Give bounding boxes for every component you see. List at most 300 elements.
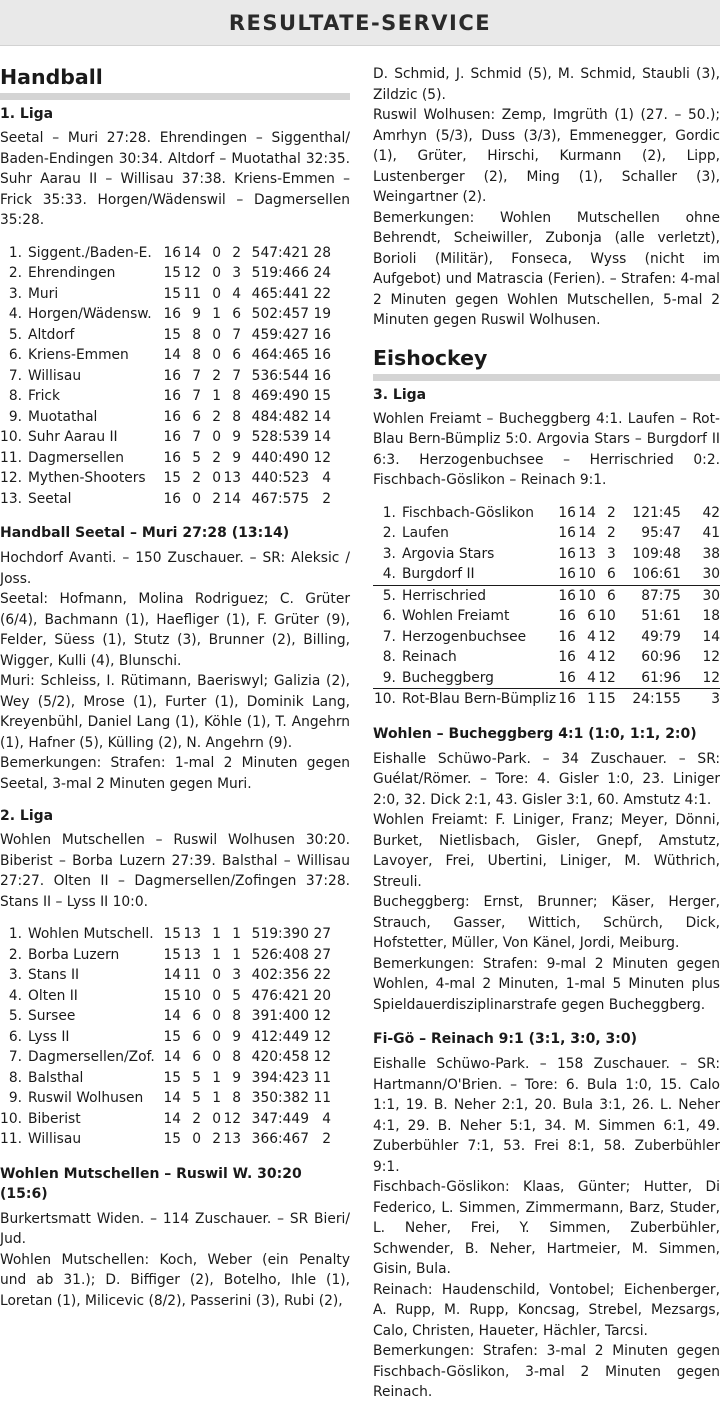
team-cell: Ehrendingen: [28, 265, 116, 281]
team-cell: Bucheggberg: [402, 668, 556, 689]
losses-cell: 1: [232, 946, 241, 963]
league-label-2: 2. Liga: [0, 808, 54, 824]
losses-cell: 15: [598, 691, 616, 707]
table-row: [0, 243, 331, 264]
points-cell: 12: [313, 449, 331, 466]
wins-cell: 2: [192, 1110, 201, 1127]
rank-cell: 7.: [8, 1049, 22, 1065]
team-cell: Herrischried: [401, 587, 487, 604]
points-cell: 3: [711, 691, 720, 707]
games-cell: 15: [163, 987, 181, 1004]
points-cell: 14: [313, 429, 331, 445]
rank-cell: 2.: [8, 946, 22, 963]
rank-cell: 6.: [8, 347, 22, 363]
page-header: [0, 0, 720, 46]
losses-cell: 7: [232, 326, 241, 343]
lineup-away: Bucheggberg: Ernst, Brunner; Käser, Herger, Strauch, Gasser, Wittich, Schürch, Dick, Hofstetter, Müller, Von Känel, Jordi, Meiburg.: [373, 894, 720, 951]
losses-cell: 3: [232, 265, 241, 281]
wins-cell: 13: [183, 926, 201, 942]
wins-cell: 0: [192, 490, 201, 507]
table-row: [373, 668, 720, 689]
losses-cell: 10: [598, 608, 616, 624]
draws-cell: 0: [212, 265, 221, 281]
games-cell: 15: [163, 470, 181, 486]
match-title: Wohlen – Bucheggberg 4:1 (1:0, 1:1, 2:0): [373, 725, 697, 742]
draws-cell: 1: [212, 1069, 221, 1086]
team-cell: Altdorf: [28, 326, 75, 343]
rank-cell: 4.: [8, 306, 22, 322]
lineup-away: Muri: Schleiss, I. Rütimann, Baeriswyl; Galizia (2), Wey (5/2), Mrose (1), Furter (1), Dominik Lang, Kreyenbühl, Daniel Lang (1), Köhle (1), T. Angehrn (1), Hafner (5), Külling (2), N. Angehrn (9).: [0, 673, 350, 751]
team-cell: Burgdorf II: [402, 564, 556, 585]
draws-cell: 0: [212, 1049, 221, 1065]
table-row: [0, 325, 331, 346]
team-cell: Frick: [28, 388, 61, 404]
score-cell: 24:155: [632, 691, 681, 707]
games-cell: 16: [558, 608, 576, 624]
wins-cell: 13: [183, 946, 201, 963]
rank-cell: 4.: [8, 987, 22, 1004]
table-row: [0, 1088, 331, 1109]
team-cell: Seetal: [28, 490, 72, 507]
table-row: [0, 304, 331, 325]
points-cell: 27: [313, 926, 331, 942]
table-row: [0, 1027, 331, 1048]
team-cell: Laufen: [401, 525, 449, 541]
table-row: [373, 503, 720, 524]
draws-cell: 2: [212, 408, 221, 425]
wins-cell: 11: [183, 967, 201, 983]
rank-cell: 9.: [8, 1090, 22, 1106]
score-cell: 526:408: [251, 946, 309, 963]
points-cell: 27: [313, 946, 331, 963]
team-cell: Wohlen Freiamt: [401, 608, 510, 624]
rank-cell: 2.: [8, 265, 22, 281]
losses-cell: 3: [232, 967, 241, 983]
rank-cell: 3.: [8, 285, 22, 302]
points-cell: 30: [681, 564, 720, 585]
losses-cell: 2: [606, 504, 616, 521]
draws-cell: 1: [212, 926, 221, 942]
team-cell: Ruswil Wolhusen: [28, 1090, 144, 1106]
points-cell: 22: [313, 285, 331, 302]
games-cell: 16: [163, 244, 181, 261]
draws-cell: 0: [212, 1028, 221, 1045]
score-cell: 440:490: [251, 449, 309, 466]
draws-cell: 0: [212, 244, 221, 261]
score-cell: 49:79: [641, 628, 681, 645]
score-cell: 87:75: [641, 587, 681, 604]
match-title: Handball Seetal – Muri 27:28 (13:14): [0, 525, 290, 541]
losses-cell: 13: [223, 470, 241, 486]
score-cell: 464:465: [251, 347, 309, 363]
losses-cell: 5: [232, 987, 241, 1004]
points-cell: 19: [313, 306, 331, 322]
score-cell: 391:400: [251, 1008, 309, 1024]
match-notes: Bemerkungen: Wohlen Mutschellen ohne Behrendt, Scheiwiller, Zubonja (alle verletzt), Borioli (Militär), Fonseca, Wyss (nicht im Aufgebot) und Matrascia (Ferien). – Strafen: 4-mal 2 Minuten gegen Wohlen Mutschellen, 5-mal 2 Minuten gegen Ruswil Wolhusen.: [373, 209, 720, 328]
score-cell: 519:466: [251, 265, 309, 281]
draws-cell: 1: [212, 306, 221, 322]
table-row: [0, 345, 331, 366]
games-cell: 16: [558, 649, 576, 665]
team-cell: Siggent./Baden-E.: [28, 244, 152, 261]
wins-cell: 6: [192, 1008, 201, 1024]
team-cell: Muotathal: [28, 408, 98, 425]
table-row: [0, 1129, 331, 1150]
table-row: [373, 585, 720, 606]
league-label-1: 1. Liga: [0, 106, 54, 122]
lineup-home: Wohlen Freiamt: F. Liniger, Franz; Meyer, Dönni, Burket, Nietlisbach, Gisler, Gnepf, Amstutz, Lavoyer, Frei, Ubertini, Liniger, M. Wüthrich, Streuli.: [373, 812, 720, 890]
match-notes: Bemerkungen: Strafen: 9-mal 2 Minuten gegen Wohlen, 4-mal 2 Minuten, 1-mal 5 Minuten plus Spieldauerdisziplinarstrafe gegen Bucheggberg.: [373, 955, 720, 1013]
score-cell: 536:544: [251, 367, 309, 384]
score-cell: 484:482: [251, 408, 309, 425]
points-cell: 20: [313, 987, 331, 1004]
games-cell: 16: [558, 691, 576, 707]
table-row: [0, 448, 331, 469]
rank-cell: 6.: [8, 1028, 22, 1045]
draws-cell: 0: [212, 1008, 221, 1024]
points-cell: 38: [702, 545, 720, 562]
losses-cell: 6: [232, 347, 241, 363]
rank-cell: 13.: [0, 490, 22, 507]
points-cell: 12: [313, 1049, 331, 1065]
games-cell: 14: [163, 1049, 181, 1065]
points-cell: 16: [313, 347, 331, 363]
games-cell: 16: [558, 525, 576, 541]
table-row: [373, 523, 720, 544]
wins-cell: 10: [576, 564, 596, 585]
losses-cell: 9: [232, 1069, 241, 1086]
losses-cell: 7: [232, 367, 241, 384]
losses-cell: 9: [232, 1028, 241, 1045]
rank-cell: 11.: [0, 1131, 22, 1147]
draws-cell: 2: [212, 490, 221, 507]
standings-table-liga3: [373, 503, 720, 710]
score-cell: 469:490: [251, 388, 309, 404]
draws-cell: 0: [212, 285, 221, 302]
wins-cell: 14: [183, 244, 201, 261]
rank-cell: 9.: [373, 668, 402, 689]
draws-cell: 0: [212, 967, 221, 983]
games-cell: 16: [556, 668, 576, 689]
draws-cell: 1: [212, 1090, 221, 1106]
games-cell: 16: [163, 367, 181, 384]
games-cell: 14: [163, 967, 181, 983]
wins-cell: 6: [192, 1028, 201, 1045]
rank-cell: 8.: [382, 649, 396, 665]
team-cell: Willisau: [28, 367, 82, 384]
losses-cell: 9: [232, 429, 241, 445]
points-cell: 30: [702, 587, 720, 604]
games-cell: 15: [163, 946, 181, 963]
score-cell: 465:441: [251, 285, 309, 302]
losses-cell: 12: [598, 649, 616, 665]
lineup-home-part2: D. Schmid, J. Schmid (5), M. Schmid, Staubli (3), Zildzic (5).: [373, 66, 720, 103]
match-info: Eishalle Schüwo-Park. – 34 Zuschauer. – SR: Guélat/Römer. – Tore: 4. Gisler 1:0, 23. Liniger 2:0, 32. Dick 2:1, 43. Gisler 3:1, 60. Amstutz 4:1.: [373, 750, 720, 808]
losses-cell: 4: [232, 285, 241, 302]
match-notes: Bemerkungen: Strafen: 3-mal 2 Minuten gegen Fischbach-Göslikon, 3-mal 2 Minuten gegen Reinach.: [373, 1343, 720, 1400]
team-cell: Argovia Stars: [401, 545, 495, 562]
games-cell: 15: [163, 1028, 181, 1045]
rank-cell: 1.: [382, 504, 396, 521]
rank-cell: 3.: [8, 967, 22, 983]
rank-cell: 7.: [8, 367, 22, 384]
team-cell: Olten II: [28, 987, 78, 1004]
wins-cell: 7: [192, 429, 201, 445]
losses-cell: 8: [232, 1008, 241, 1024]
losses-cell: 6: [606, 587, 616, 604]
losses-cell: 12: [223, 1110, 241, 1127]
rank-cell: 10.: [0, 1110, 22, 1127]
points-cell: 12: [681, 668, 720, 689]
wins-cell: 5: [192, 449, 201, 466]
team-cell: Dagmersellen: [28, 449, 125, 466]
points-cell: 41: [702, 525, 720, 541]
points-cell: 2: [322, 1131, 331, 1147]
losses-cell: 8: [232, 1049, 241, 1065]
games-cell: 14: [163, 1110, 181, 1127]
wins-cell: 14: [578, 525, 596, 541]
losses-cell: 9: [232, 449, 241, 466]
score-cell: 95:47: [641, 525, 681, 541]
losses-cell: 3: [606, 545, 616, 562]
rank-cell: 9.: [8, 408, 22, 425]
wins-cell: 7: [192, 388, 201, 404]
losses-cell: 1: [232, 926, 241, 942]
results-text: Seetal – Muri 27:28. Ehrendingen – Siggenthal/ Baden-Endingen 30:34. Altdorf – Muotathal 32:35. Suhr Aarau II – Willisau 37:38. Kriens-Emmen – Frick 35:33. Horgen/Wädenswil – Dagmersellen 35:28.: [0, 130, 350, 228]
score-cell: 547:421: [251, 244, 309, 261]
rank-cell: 4.: [373, 564, 402, 585]
score-cell: 467:575: [251, 490, 309, 507]
points-cell: 14: [313, 408, 331, 425]
wins-cell: 10: [183, 987, 201, 1004]
wins-cell: 2: [192, 470, 201, 486]
games-cell: 16: [558, 545, 576, 562]
wins-cell: 8: [192, 347, 201, 363]
table-row: [0, 284, 331, 305]
match-title: Wohlen Mutschellen – Ruswil W. 30:20 (15:6): [0, 1165, 302, 1202]
games-cell: 16: [558, 587, 576, 604]
team-cell: Reinach: [401, 649, 457, 665]
games-cell: 15: [163, 926, 181, 942]
points-cell: 18: [702, 608, 720, 624]
losses-cell: 13: [223, 1131, 241, 1147]
score-cell: 394:423: [251, 1069, 309, 1086]
table-row: [0, 468, 331, 489]
team-cell: Lyss II: [28, 1028, 70, 1045]
table-row: [0, 386, 331, 407]
score-cell: 106:61: [616, 564, 681, 585]
table-row: [373, 544, 720, 565]
score-cell: 402:356: [251, 967, 309, 983]
table-row: [0, 986, 331, 1007]
wins-cell: 5: [192, 1090, 201, 1106]
losses-cell: 8: [232, 388, 241, 404]
games-cell: 16: [163, 490, 181, 507]
table-row: [0, 366, 331, 387]
score-cell: 459:427: [251, 326, 309, 343]
games-cell: 16: [163, 388, 181, 404]
wins-cell: 5: [192, 1069, 201, 1086]
table-row: [373, 647, 720, 668]
games-cell: 15: [163, 326, 181, 343]
games-cell: 16: [558, 628, 576, 645]
games-cell: 15: [163, 1131, 181, 1147]
draws-cell: 2: [212, 449, 221, 466]
draws-cell: 2: [212, 1131, 221, 1147]
games-cell: 15: [163, 285, 181, 302]
points-cell: 15: [313, 388, 331, 404]
table-row: [373, 689, 720, 710]
left-column: [0, 64, 350, 1342]
points-cell: 16: [313, 367, 331, 384]
games-cell: 16: [556, 564, 576, 585]
rank-cell: 7.: [382, 628, 396, 645]
score-cell: 350:382: [251, 1090, 309, 1106]
team-cell: Mythen-Shooters: [28, 470, 146, 486]
wins-cell: 9: [192, 306, 201, 322]
match-title: Fi-Gö – Reinach 9:1 (3:1, 3:0, 3:0): [373, 1031, 638, 1047]
score-cell: 109:48: [632, 545, 681, 562]
wins-cell: 7: [192, 367, 201, 384]
standings-table-liga1: [0, 243, 331, 510]
results-text: Wohlen Mutschellen – Ruswil Wolhusen 30:20. Biberist – Borba Luzern 27:39. Balsthal – Willisau 27:27. Olten II – Dagmersellen/Zofingen 37:28. Stans II – Lyss II 10:0.: [0, 832, 350, 910]
rank-cell: 10.: [0, 429, 22, 445]
wins-cell: 6: [192, 1049, 201, 1065]
points-cell: 2: [322, 490, 331, 507]
standings-table-liga2: [0, 924, 331, 1150]
score-cell: 121:45: [632, 504, 681, 521]
points-cell: 12: [313, 1008, 331, 1024]
team-cell: Willisau: [28, 1131, 82, 1147]
score-cell: 347:449: [251, 1110, 309, 1127]
section-title-handball: Handball: [0, 64, 350, 100]
points-cell: 4: [322, 1110, 331, 1127]
score-cell: 51:61: [641, 608, 681, 624]
team-cell: Fischbach-Göslikon: [401, 504, 534, 521]
score-cell: 61:96: [616, 668, 681, 689]
losses-cell: 2: [606, 525, 616, 541]
losses-cell: 6: [232, 306, 241, 322]
team-cell: Rot-Blau Bern-Bümpliz: [401, 691, 557, 707]
games-cell: 14: [163, 1090, 181, 1106]
draws-cell: 1: [212, 388, 221, 404]
wins-cell: 11: [183, 285, 201, 302]
points-cell: 22: [313, 967, 331, 983]
games-cell: 16: [163, 449, 181, 466]
games-cell: 16: [163, 429, 181, 445]
table-row: [373, 606, 720, 627]
lineup-home: Fischbach-Göslikon: Klaas, Günter; Hutter, Di Federico, L. Simmen, Zimmermann, Barz, Studer, L. Neher, Frei, Y. Simmen, Zuberbühler, Schwender, B. Neher, Hartmeier, M. Simmen, Gisin, Bula.: [373, 1179, 720, 1277]
rank-cell: 12.: [0, 470, 22, 486]
points-cell: 42: [702, 504, 720, 521]
draws-cell: 0: [212, 470, 221, 486]
games-cell: 15: [163, 265, 181, 281]
points-cell: 16: [313, 326, 331, 343]
draws-cell: 0: [212, 987, 221, 1004]
score-cell: 412:449: [251, 1028, 309, 1045]
team-cell: Herzogenbuchsee: [401, 628, 527, 645]
score-cell: 476:421: [251, 987, 309, 1004]
team-cell: Sursee: [28, 1008, 76, 1024]
table-row: [0, 427, 331, 448]
draws-cell: 2: [212, 367, 221, 384]
games-cell: 16: [163, 408, 181, 425]
table-row: [0, 1047, 331, 1068]
rank-cell: 11.: [0, 449, 22, 466]
wins-cell: 0: [192, 1131, 201, 1147]
losses-cell: 8: [232, 1090, 241, 1106]
score-cell: 502:457: [251, 306, 309, 322]
points-cell: 4: [322, 470, 331, 486]
table-row: [0, 1068, 331, 1089]
table-row: [373, 564, 720, 585]
team-cell: Muri: [28, 285, 59, 302]
lineup-away: Ruswil Wolhusen: Zemp, Imgrüth (1) (27. – 50.); Amrhyn (5/3), Duss (3/3), Emmenegger, Gordic (1), Grüter, Hirschi, Kurmann (2), Lipp, Lustenberger (2), Ming (1), Schaller (3), Weingartner (2).: [373, 107, 720, 205]
rank-cell: 6.: [382, 608, 396, 624]
table-row: [0, 1109, 331, 1130]
lineup-home: Seetal: Hofmann, Molina Rodriguez; C. Grüter (6/4), Bachmann (1), Haefliger (1), F. Grüter (9), Felder, Süess (1), Stutz (3), Brunner (2), Billing, Wigger, Kulli (4), Blunschi.: [0, 591, 350, 669]
table-row: [0, 924, 331, 945]
table-row: [0, 263, 331, 284]
rank-cell: 3.: [382, 545, 396, 562]
losses-cell: 8: [232, 408, 241, 425]
wins-cell: 4: [576, 668, 596, 689]
table-row: [0, 1006, 331, 1027]
table-row: [0, 489, 331, 510]
results-text: Wohlen Freiamt – Bucheggberg 4:1. Laufen – Rot-Blau Bern-Bümpliz 5:0. Argovia Stars – Burgdorf II 6:3. Herzogenbuchsee – Herrischried 0:2. Fischbach-Göslikon – Reinach 9:1.: [373, 410, 720, 488]
score-cell: 528:539: [251, 429, 309, 445]
rank-cell: 1.: [8, 926, 22, 942]
draws-cell: 0: [212, 1110, 221, 1127]
score-cell: 60:96: [641, 649, 681, 665]
points-cell: 11: [313, 1090, 331, 1106]
losses-cell: 6: [596, 564, 616, 585]
page-title: RESULTATE-SERVICE: [228, 10, 492, 35]
points-cell: 11: [313, 1069, 331, 1086]
wins-cell: 8: [192, 326, 201, 343]
score-cell: 440:523: [251, 470, 309, 486]
table-row: [373, 627, 720, 648]
draws-cell: 0: [212, 429, 221, 445]
rank-cell: 2.: [382, 525, 396, 541]
points-cell: 12: [702, 649, 720, 665]
rank-cell: 8.: [8, 388, 22, 404]
losses-cell: 12: [596, 668, 616, 689]
table-row: [0, 945, 331, 966]
wins-cell: 13: [578, 545, 596, 562]
rank-cell: 5.: [382, 587, 396, 604]
points-cell: 24: [313, 265, 331, 281]
points-cell: 14: [702, 628, 720, 645]
games-cell: 15: [163, 1069, 181, 1086]
wins-cell: 10: [578, 587, 596, 604]
losses-cell: 12: [598, 628, 616, 645]
games-cell: 16: [163, 306, 181, 322]
league-label-3: 3. Liga: [373, 386, 427, 403]
table-row: [0, 407, 331, 428]
team-cell: Stans II: [28, 967, 80, 983]
wins-cell: 6: [192, 408, 201, 425]
wins-cell: 4: [587, 649, 596, 665]
rank-cell: 8.: [8, 1069, 22, 1086]
wins-cell: 6: [587, 608, 596, 624]
draws-cell: 1: [212, 946, 221, 963]
match-info: Burkertsmatt Widen. – 114 Zuschauer. – SR Bieri/ Jud.: [0, 1210, 350, 1247]
team-cell: Balsthal: [28, 1069, 84, 1086]
team-cell: Wohlen Mutschell.: [28, 926, 154, 942]
lineup-home-part1: Wohlen Mutschellen: Koch, Weber (ein Penalty und ab 31.); D. Biffiger (2), Botelho, Ihle (1), Loretan (1), Milicevic (8/2), Passerini (3), Rubi (2),: [0, 1251, 350, 1309]
team-cell: Kriens-Emmen: [28, 347, 129, 363]
